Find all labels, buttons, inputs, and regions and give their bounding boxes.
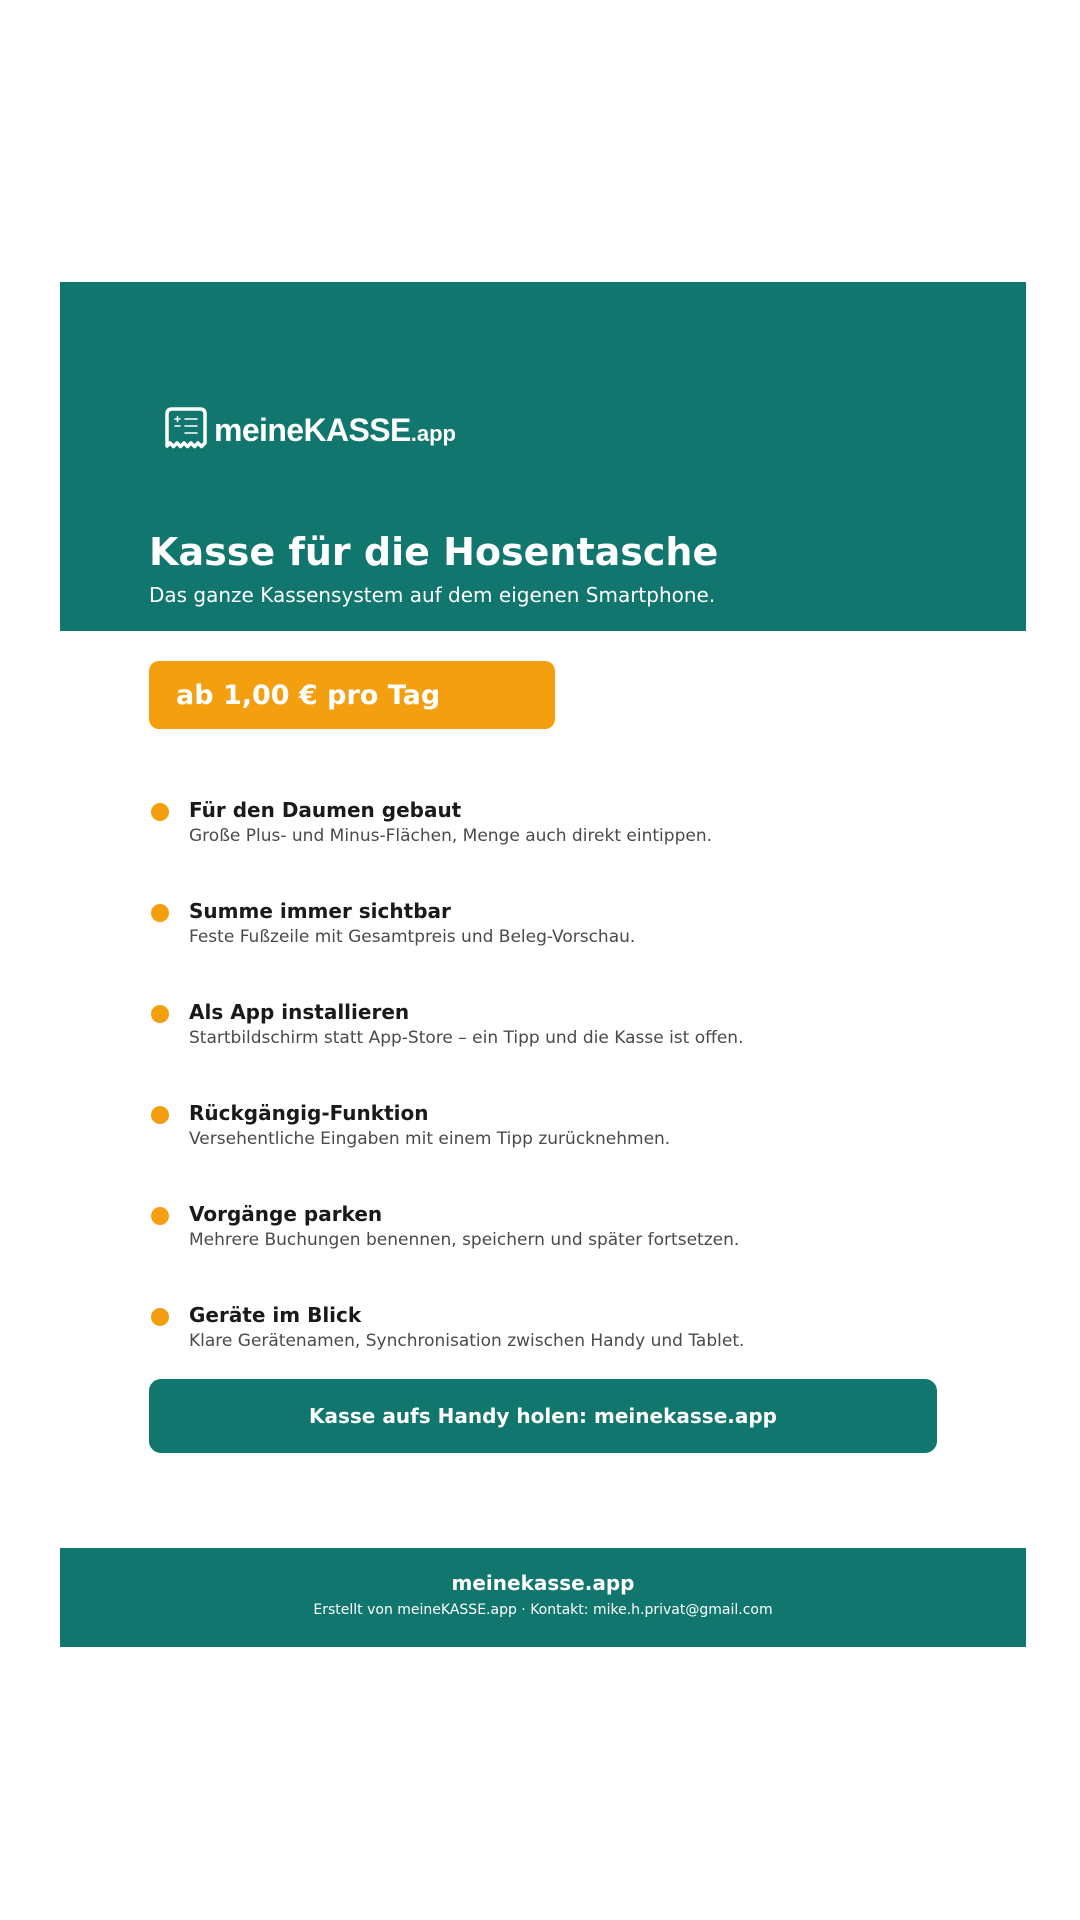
feature-title: Für den Daumen gebaut bbox=[189, 798, 462, 822]
feature-item bbox=[149, 1202, 939, 1303]
feature-description: Große Plus- und Minus-Flächen, Menge auch direkt eintippen. bbox=[189, 826, 712, 846]
receipt-icon bbox=[165, 407, 207, 453]
bullet-dot-icon bbox=[151, 803, 169, 821]
brand-logo bbox=[165, 406, 456, 454]
footer bbox=[60, 1548, 1026, 1647]
bullet-dot-icon bbox=[151, 1308, 169, 1326]
feature-description: Versehentliche Eingaben mit einem Tipp zurücknehmen. bbox=[189, 1129, 671, 1149]
logo-wordmark: meineKASSE.app bbox=[214, 412, 456, 448]
feature-title: Summe immer sichtbar bbox=[189, 899, 451, 923]
bullet-dot-icon bbox=[151, 1005, 169, 1023]
hero-subtitle: Das ganze Kassensystem auf dem eigenen Smartphone. bbox=[149, 583, 716, 607]
feature-description: Mehrere Buchungen benennen, speichern und später fortsetzen. bbox=[189, 1230, 740, 1250]
feature-item bbox=[149, 1000, 939, 1101]
feature-description: Startbildschirm statt App-Store – ein Tipp und die Kasse ist offen. bbox=[189, 1028, 744, 1048]
feature-title: Als App installieren bbox=[189, 1000, 410, 1024]
feature-title: Geräte im Blick bbox=[189, 1303, 362, 1327]
feature-item bbox=[149, 1101, 939, 1202]
bullet-dot-icon bbox=[151, 1207, 169, 1225]
hero-title: Kasse für die Hosentasche bbox=[149, 530, 719, 574]
price-badge: ab 1,00 € pro Tag bbox=[149, 661, 555, 729]
feature-title: Vorgänge parken bbox=[189, 1202, 383, 1226]
feature-list bbox=[149, 798, 939, 1404]
footer-title: meinekasse.app bbox=[451, 1571, 635, 1595]
feature-description: Feste Fußzeile mit Gesamtpreis und Beleg-Vorschau. bbox=[189, 927, 636, 947]
bullet-dot-icon bbox=[151, 904, 169, 922]
feature-title: Rückgängig-Funktion bbox=[189, 1101, 429, 1125]
feature-description: Klare Gerätenamen, Synchronisation zwischen Handy und Tablet. bbox=[189, 1331, 745, 1351]
bullet-dot-icon bbox=[151, 1106, 169, 1124]
hero-banner bbox=[60, 282, 1026, 631]
footer-credit: Erstellt von meineKASSE.app · Kontakt: mike.h.privat@gmail.com bbox=[313, 1602, 773, 1618]
cta-button[interactable]: Kasse aufs Handy holen: meinekasse.app bbox=[149, 1379, 937, 1453]
feature-item bbox=[149, 899, 939, 1000]
feature-item bbox=[149, 798, 939, 899]
